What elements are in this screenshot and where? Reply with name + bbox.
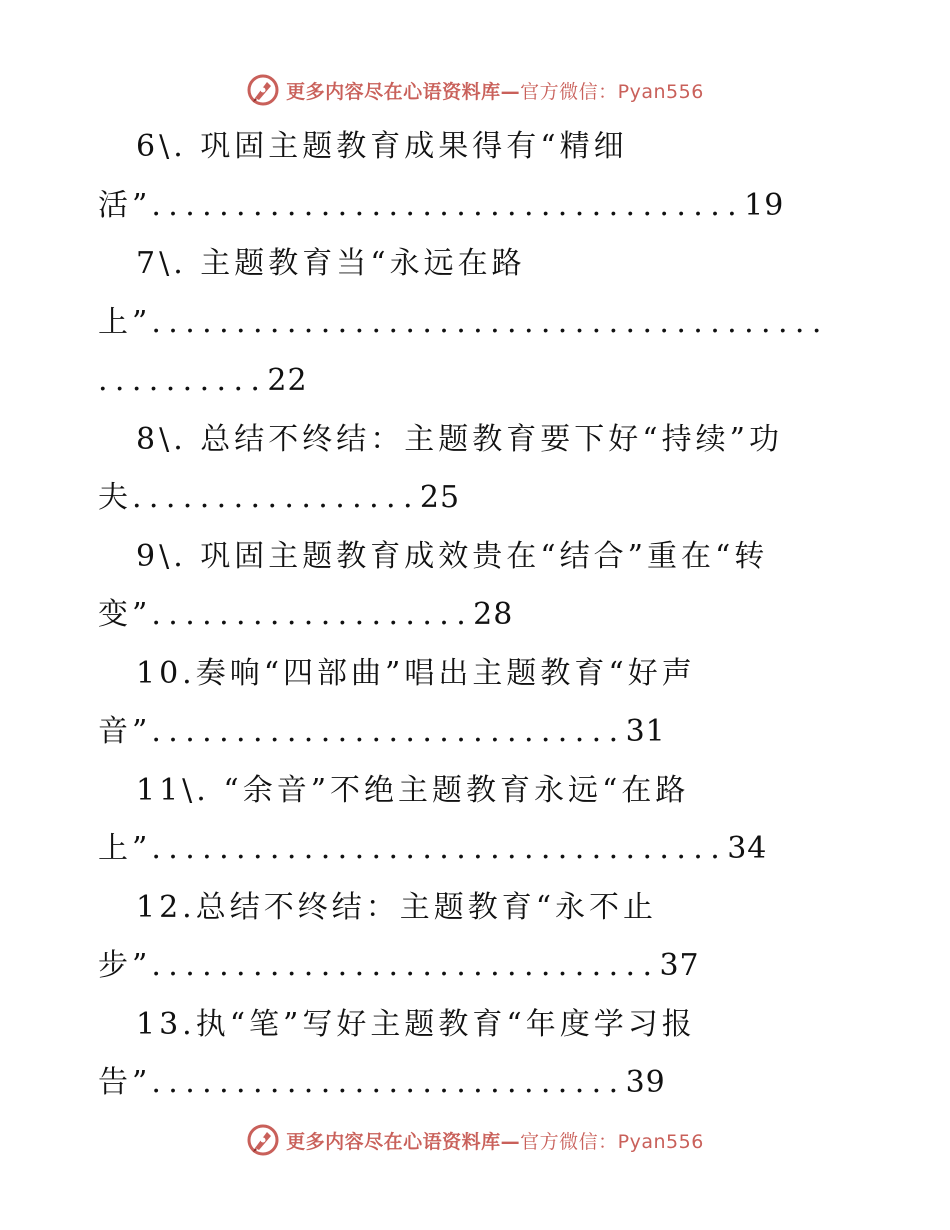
toc-page-number: 34: [727, 831, 768, 866]
toc-dot-leader: ............................: [151, 714, 626, 749]
toc-entry-leader-wrap: [98, 352, 858, 411]
toc-entry-leader: [98, 1054, 858, 1113]
toc-entry-leader: [98, 177, 858, 236]
toc-entry-title: 9\. 巩固主题教育成效贵在“结合”重在“转: [136, 538, 769, 574]
toc-entry-leader: [98, 294, 858, 353]
toc-entry-title: 10.奏响“四部曲”唱出主题教育“好声: [136, 655, 696, 691]
footer-banner: [0, 1120, 950, 1160]
toc-dot-leader: ..............................: [151, 948, 660, 983]
toc-dot-leader: .................: [132, 480, 420, 515]
header-banner-wechat: 官方微信：Pyan556: [520, 80, 704, 103]
toc-entry-title: 12.总结不终结：主题教育“永不止: [136, 889, 658, 925]
toc-page-number: 37: [659, 948, 700, 983]
toc-dot-leader: ............................: [151, 1065, 626, 1100]
toc-dot-leader: ...................................: [151, 187, 745, 223]
toc-page-number: 22: [267, 363, 308, 398]
toc-entry-leader: [98, 586, 858, 645]
toc-entry-continuation: 步”: [98, 948, 152, 983]
toc-entry-continuation: 变”: [98, 597, 152, 632]
toc-entry-title: 13.执“笔”写好主题教育“年度学习报: [136, 1006, 696, 1042]
toc-entry-continuation: 上”: [98, 304, 152, 340]
toc-entry-leader: [98, 703, 858, 762]
toc-dot-leader: ........................................: [151, 304, 829, 340]
toc-entry-title: 7\. 主题教育当“永远在路: [136, 246, 526, 281]
footer-banner-content: [246, 1123, 704, 1157]
toc-page-number: 25: [419, 480, 461, 515]
toc-entry-title: 11\. “余音”不绝主题教育永远“在路: [136, 772, 690, 808]
toc-dot-leader: ..........: [98, 363, 268, 398]
toc-entry-continuation: 告”: [98, 1065, 152, 1100]
footer-banner-text: [286, 1127, 704, 1154]
toc-entry-leader: [98, 469, 858, 528]
toc-entry-title: 6\. 巩固主题教育成果得有“精细: [136, 129, 628, 164]
footer-banner-wechat: 官方微信：Pyan556: [520, 1130, 704, 1153]
toc-dot-leader: ...................: [151, 597, 474, 632]
header-banner-slogan: 更多内容尽在心语资料库—: [286, 80, 521, 103]
toc-entry-title: 8\. 总结不终结：主题教育要下好“持续”功: [136, 421, 783, 457]
toc-entry-continuation: 上”: [98, 831, 152, 866]
toc-page-number: 28: [473, 597, 514, 632]
toc-entry-continuation: 活”: [98, 187, 152, 223]
pen-logo-icon: [246, 73, 280, 107]
header-banner-content: [246, 73, 704, 107]
header-banner-text: [286, 77, 704, 104]
toc-page-number: 19: [744, 187, 785, 223]
footer-banner-slogan: 更多内容尽在心语资料库—: [286, 1130, 521, 1153]
toc-entry-leader: [98, 937, 858, 996]
toc-page-number: 39: [625, 1065, 666, 1100]
toc-page-number: 31: [625, 714, 666, 749]
toc-dot-leader: ..................................: [151, 831, 728, 866]
toc-entry-continuation: 音”: [98, 714, 152, 749]
table-of-contents: [98, 118, 858, 1113]
header-banner: [0, 70, 950, 110]
toc-entry-leader: [98, 820, 858, 879]
toc-entry-continuation: 夫: [98, 480, 132, 515]
pen-logo-icon: [246, 1123, 280, 1157]
